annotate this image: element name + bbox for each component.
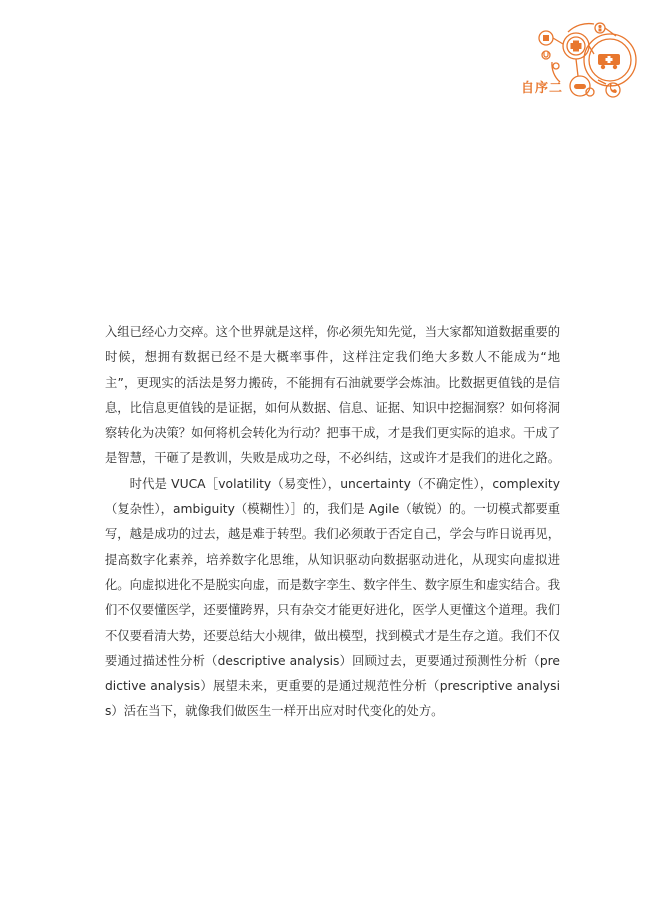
stethoscope-icon bbox=[544, 52, 548, 57]
ambulance-icon bbox=[598, 54, 620, 69]
ring-tiny-left bbox=[542, 51, 550, 59]
ring-tiny-mid bbox=[553, 63, 559, 69]
hospital-icon bbox=[543, 35, 549, 41]
person-icon bbox=[598, 25, 601, 32]
paragraph-2: 时代是 VUCA［volatility（易变性），uncertainty（不确定性），complexity（复杂性），ambiguity（模糊性）］的，我们是 Agile（敏锐）的。一切模式都要重写，越是成功的过去，越是难于转型。我们必须敢于否定自己，学会与昨日说再见，提高数字化素养，培养数字化思维，从知识驱动向数据驱动进化，从现实向虚拟进化。向虚拟进化不是脱实向虚，而是数字孪生、数字伴生、数字原生和虚实结合。我们不仅要懂医学，还要懂跨界，只有杂交才能更好进化，医学人更懂这个道理。我们不仅要看清大势，还要总结大小规律，做出模型，找到模式才是生存之道。我们不仅要通过描述性分析（descriptive analysis）回顾过去，更要通过预测性分析（predictive analysis）展望未来，更重要的是通过规范性分析（prescriptive analysis）活在当下，就像我们做医生一样开出应对时代变化的处方。 bbox=[105, 476, 560, 719]
paragraph-1: 入组已经心力交瘁。这个世界就是这样，你必须先知先觉，当大家都知道数据重要的时候，想拥有数据已经不是大概率事件，这样注定我们绝大多数人不能成为“地主”，更现实的活法是努力搬砖，不能拥有石油就要学会炼油。比数据更值钱的是信息，比信息更值钱的是证据，如何从数据、信息、证据、知识中挖掘洞察？如何将洞察转化为决策？如何将机会转化为行动？把事干成，才是我们更实际的追求。干成了是智慧，干砸了是教训，失败是成功之母，不必纠结，这或许才是我们的进化之路。 bbox=[105, 325, 560, 466]
first-aid-icon bbox=[571, 41, 582, 52]
body-text bbox=[105, 320, 560, 725]
arc-top bbox=[568, 24, 594, 32]
pill-icon bbox=[574, 84, 586, 89]
phone-icon bbox=[610, 83, 617, 93]
section-label: 自序二 bbox=[521, 81, 564, 96]
